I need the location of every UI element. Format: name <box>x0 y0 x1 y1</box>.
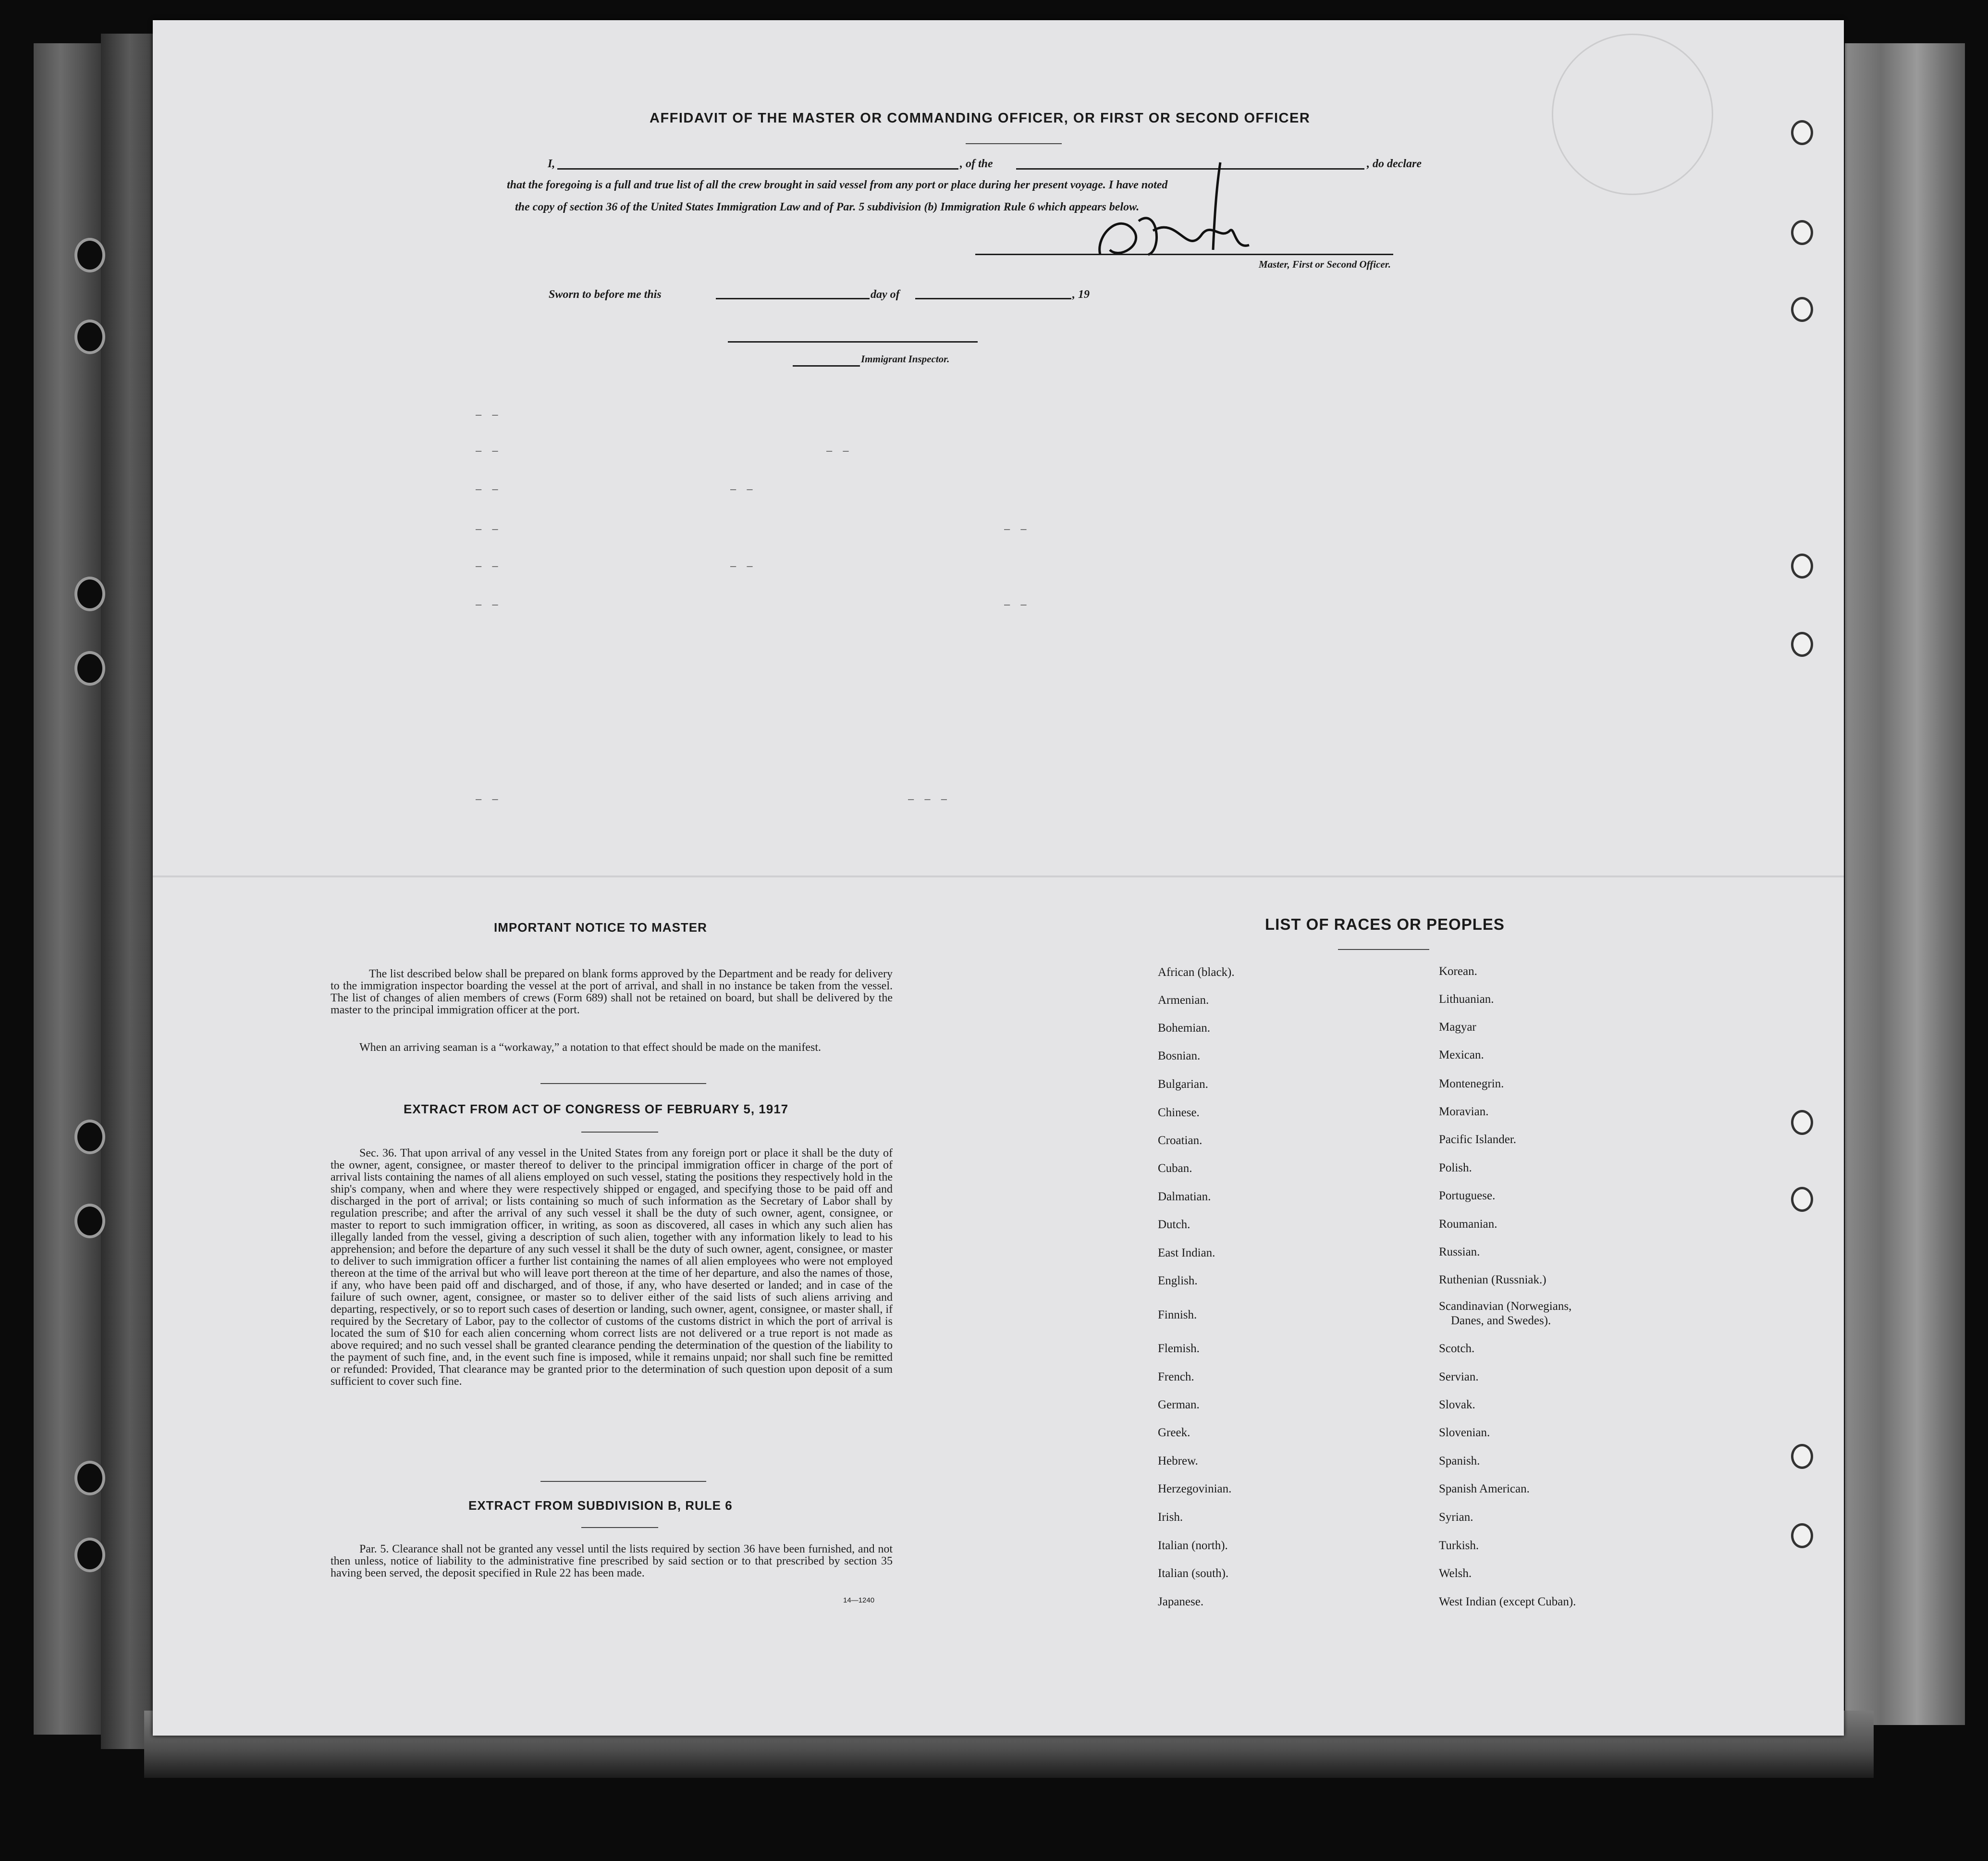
affidavit-title: AFFIDAVIT OF THE MASTER OR COMMANDING OFFICER, OR FIRST OR SECOND OFFICER <box>650 111 1311 126</box>
notice-para2: When an arriving seaman is a “workaway,” a notation to that effect should be made on the manifest. <box>359 1041 821 1054</box>
inspector-signature-line[interactable] <box>728 341 978 343</box>
form-number: 14—1240 <box>843 1596 875 1604</box>
affidavit-line2: that the foregoing is a full and true list of all the crew brought in said vessel from any port or place during her present voyage. I have noted <box>507 179 1168 191</box>
year-label: , 19 <box>1072 288 1090 301</box>
race-item: Bosnian. <box>1158 1049 1201 1062</box>
race-item: Spanish American. <box>1439 1482 1530 1495</box>
day-of-label: day of <box>871 288 900 301</box>
act-title: EXTRACT FROM ACT OF CONGRESS OF FEBRUARY 5, 1917 <box>404 1102 789 1116</box>
sworn-day-field[interactable] <box>716 298 870 299</box>
race-item: Russian. <box>1439 1245 1480 1258</box>
race-item: Slovenian. <box>1439 1426 1490 1439</box>
binder-hole <box>74 1461 105 1495</box>
notice-para1: The list described below shall be prepared on blank forms approved by the Department and be ready for delivery to the immigration inspector boarding the vessel at the port of arrival, and shall in no instance be taken from the vessel. The list of changes of alien members of crews (Form 689) shall not be retained on board, but shall be delivered by the master to the principal immigration officer at the port. <box>331 968 893 1016</box>
race-item: Syrian. <box>1439 1511 1473 1524</box>
bleed-mark: – – <box>476 523 502 535</box>
race-item: Servian. <box>1439 1370 1479 1383</box>
race-item: Slovak. <box>1439 1398 1475 1411</box>
race-item: Turkish. <box>1439 1539 1479 1552</box>
binder-edge <box>101 34 159 1749</box>
divider <box>581 1527 658 1528</box>
binder-hole <box>74 1538 105 1572</box>
race-item: English. <box>1158 1274 1198 1287</box>
race-item: Cuban. <box>1158 1162 1192 1175</box>
race-item: Bohemian. <box>1158 1022 1211 1035</box>
race-item: Dutch. <box>1158 1218 1190 1231</box>
race-item: Ruthenian (Russniak.) <box>1439 1273 1546 1286</box>
race-item: French. <box>1158 1370 1194 1383</box>
bleed-mark: – – <box>1004 598 1031 610</box>
bleed-mark: – – <box>730 560 757 572</box>
race-item: Italian (south). <box>1158 1567 1229 1580</box>
punch-hole <box>1791 1444 1813 1469</box>
race-item: Spanish. <box>1439 1454 1480 1467</box>
bleed-mark: – – <box>476 793 502 805</box>
divider <box>540 1481 706 1482</box>
bleed-mark: – – – <box>908 793 951 805</box>
bleed-mark: – – <box>826 444 853 456</box>
race-item: Pacific Islander. <box>1439 1133 1517 1146</box>
affidavit-line3: the copy of section 36 of the United States Immigration Law and of Par. 5 subdivision (b) Immigration Rule 6 which appears below. <box>515 201 1140 213</box>
punch-hole <box>1791 1110 1813 1135</box>
embossed-seal <box>1552 34 1713 195</box>
race-item: Armenian. <box>1158 994 1209 1007</box>
races-title: LIST OF RACES OR PEOPLES <box>1265 915 1505 933</box>
rule-title: EXTRACT FROM SUBDIVISION B, RULE 6 <box>468 1498 733 1513</box>
race-item: Bulgarian. <box>1158 1078 1208 1091</box>
race-item: Danes, and Swedes). <box>1451 1314 1551 1327</box>
bleed-mark: – – <box>1004 523 1031 535</box>
punch-hole <box>1791 120 1813 145</box>
manifest-page <box>153 20 1844 1736</box>
race-item: Mexican. <box>1439 1048 1484 1061</box>
race-item: Japanese. <box>1158 1595 1204 1608</box>
divider <box>1338 949 1429 950</box>
punch-hole <box>1791 297 1813 322</box>
rule-text: Par. 5. Clearance shall not be granted any vessel until the lists required by section 36 have been furnished, and not then unless, notice of liability to the administrative fine prescribed by said section or to that prescribed by section 35 having been served, the deposit specified in Rule 22 has been made. <box>331 1543 893 1579</box>
master-name-field[interactable] <box>557 168 958 170</box>
binder-hole <box>74 320 105 354</box>
punch-hole <box>1791 1187 1813 1212</box>
race-item: East Indian. <box>1158 1246 1215 1259</box>
race-item: Portuguese. <box>1439 1189 1496 1202</box>
backing-sheets-right <box>1845 43 1965 1725</box>
race-item: Greek. <box>1158 1426 1190 1439</box>
race-item: Dalmatian. <box>1158 1190 1211 1203</box>
binder-hole <box>74 577 105 611</box>
race-item: Hebrew. <box>1158 1454 1198 1467</box>
race-item: Moravian. <box>1439 1105 1489 1118</box>
punch-hole <box>1791 632 1813 657</box>
act-text: Sec. 36. That upon arrival of any vessel in the United States from any foreign port or place it shall be the duty of the owner, agent, consignee, or master thereof to deliver to the principal immigration officer in charge of the port of arrival lists containing the names of all aliens employed on such vessel, stating the positions they respectively hold in the ship's company, when and where they were respectively shipped or engaged, and specifying those to be paid off and discharged in the port of arrival; or lists containing so much of such information as the Secretary of Labor shall by regulation prescribe; and after the arrival of any such vessel it shall be the duty of such owner, agent, consignee, or master to report to such immigration officer, in writing, as soon as discovered, all cases in which any such alien has illegally landed from the vessel, giving a description of such alien, together with any information likely to lead to his apprehension; and before the departure of any such vessel it shall be the duty of such owner, agent, consignee, or master to deliver to such immigration officer a further list containing the names of all alien employees who were not employed thereon at the time of the arrival but who will leave port thereon at the time of her departure, and also the names of those, if any, who have been paid off and discharged, and of those, if any, who have deserted or landed; and in case of the failure of such owner, agent, consignee, or master so to deliver either of the said lists of such aliens arriving and departing, respectively, or so to report such cases of desertion or landing, such owner, agent, consignee, or master shall, if required by the Secretary of Labor, pay to the collector of customs of the customs district in which the port of arrival is located the sum of $10 for each alien concerning whom correct lists are not delivered or a true report is not made as above required; and no such vessel shall be granted clearance pending the determination of the question of the liability to the payment of such fine, and, in the event such fine is imposed, while it remains unpaid; nor shall such fine be remitted or refunded: Provided, That clearance may be granted prior to the determination of such question upon deposit of a sum sufficient to cover such fine. <box>331 1147 893 1388</box>
sworn-label: Sworn to before me this <box>549 288 662 301</box>
race-item: Polish. <box>1439 1161 1472 1174</box>
master-label: Master, First or Second Officer. <box>1259 259 1391 270</box>
divider <box>966 143 1062 144</box>
binder-hole <box>74 238 105 272</box>
affidavit-i: I, <box>548 158 555 170</box>
race-item: Lithuanian. <box>1439 993 1494 1006</box>
race-item: Irish. <box>1158 1511 1183 1524</box>
race-item: Scandinavian (Norwegians, <box>1439 1300 1572 1313</box>
divider <box>581 1132 658 1133</box>
race-item: Welsh. <box>1439 1567 1472 1580</box>
race-item: Scotch. <box>1439 1342 1475 1355</box>
bleed-mark: – – <box>476 560 502 572</box>
race-item: Magyar <box>1439 1021 1476 1034</box>
race-item: Chinese. <box>1158 1106 1200 1119</box>
punch-hole <box>1791 220 1813 245</box>
inspector-label: Immigrant Inspector. <box>861 353 950 365</box>
binder-hole <box>74 1120 105 1154</box>
race-item: Montenegrin. <box>1439 1077 1504 1090</box>
affidavit-declare: , do declare <box>1367 158 1422 170</box>
binder-hole <box>74 651 105 686</box>
sworn-month-field[interactable] <box>915 298 1071 299</box>
race-item: Italian (north). <box>1158 1539 1228 1552</box>
race-item: Flemish. <box>1158 1342 1200 1355</box>
affidavit-of-the: , of the <box>960 158 993 170</box>
race-item: Herzegovinian. <box>1158 1482 1232 1495</box>
notice-title: IMPORTANT NOTICE TO MASTER <box>494 920 707 935</box>
bleed-mark: – – <box>476 444 502 456</box>
inspector-short-line <box>793 365 860 367</box>
race-item: Roumanian. <box>1439 1218 1497 1231</box>
bleed-mark: – – <box>476 483 502 495</box>
race-item: German. <box>1158 1398 1200 1411</box>
officer-signature <box>1091 159 1259 269</box>
punch-hole <box>1791 1523 1813 1548</box>
race-item: Croatian. <box>1158 1134 1203 1147</box>
race-item: Finnish. <box>1158 1308 1197 1321</box>
bleed-mark: – – <box>476 598 502 610</box>
signature-line[interactable] <box>975 254 1393 255</box>
race-item: West Indian (except Cuban). <box>1439 1595 1576 1608</box>
bleed-mark: – – <box>476 408 502 420</box>
punch-hole <box>1791 554 1813 579</box>
page-fold <box>153 875 1844 877</box>
divider <box>540 1083 706 1084</box>
race-item: African (black). <box>1158 966 1235 979</box>
bleed-mark: – – <box>730 483 757 495</box>
binder-hole <box>74 1204 105 1238</box>
race-item: Korean. <box>1439 965 1477 978</box>
